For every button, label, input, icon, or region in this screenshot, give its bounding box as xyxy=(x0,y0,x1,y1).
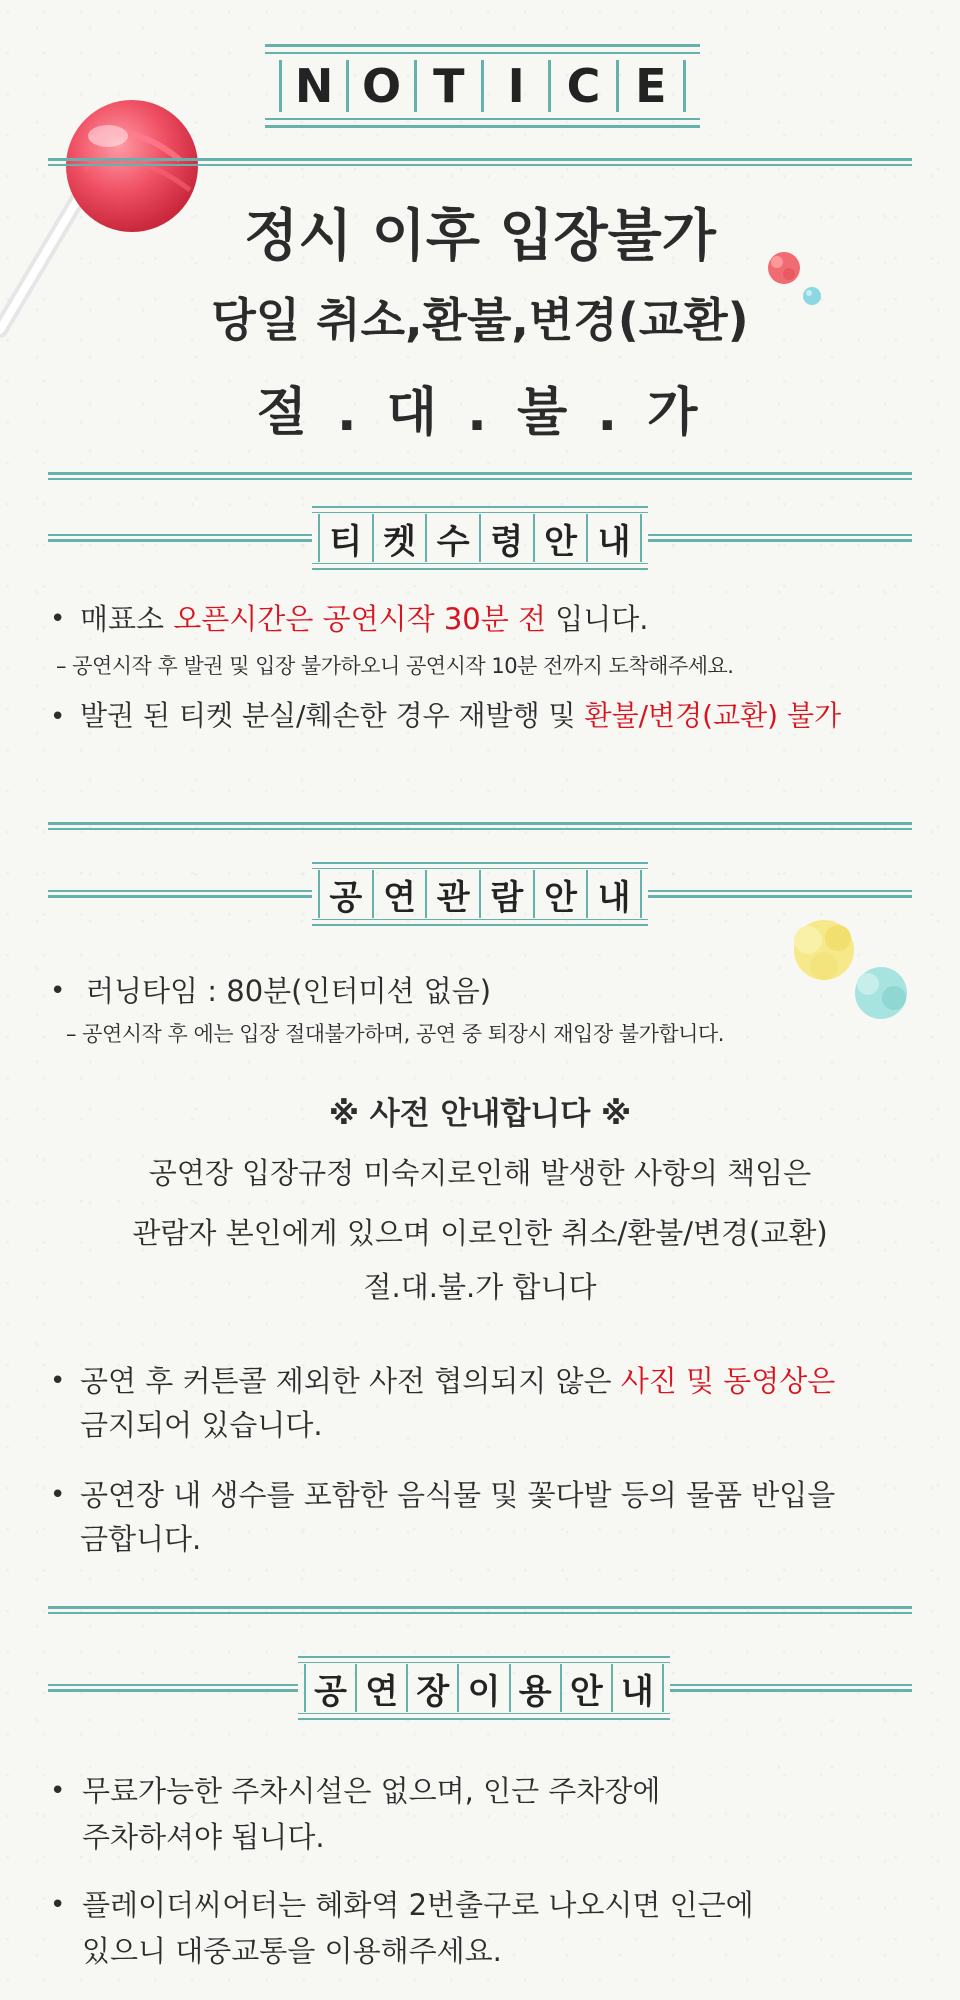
section-title-viewing xyxy=(48,862,912,926)
section-title-char: 공 xyxy=(304,1664,355,1712)
section-title-char: 이 xyxy=(457,1664,508,1712)
notice-letter: C xyxy=(548,60,615,112)
notice-letter: E xyxy=(616,60,686,112)
section-title-char: 연 xyxy=(355,1664,406,1712)
section-title-char: 내 xyxy=(586,514,642,562)
viewing-item-2-highlight-cont: 금지되어 있습니다. xyxy=(80,1408,323,1442)
venue-item-1-line-2: 주차하셔야 됩니다. xyxy=(82,1820,325,1854)
notice-letter: N xyxy=(279,60,346,112)
bullet: • xyxy=(50,604,66,634)
bullet: • xyxy=(50,976,66,1006)
section-title-ticket xyxy=(48,506,912,570)
section-title-char: 켓 xyxy=(372,514,426,562)
divider xyxy=(48,472,912,482)
bullet: • xyxy=(50,702,66,732)
venue-item-2-line-2: 있으니 대중교통을 이용해주세요. xyxy=(82,1934,502,1968)
section-title-char: 안 xyxy=(533,870,587,918)
bullet: • xyxy=(50,1366,66,1396)
headline-line-2: 당일 취소,환불,변경(교환) xyxy=(211,293,749,347)
section-title-char: 내 xyxy=(611,1664,664,1712)
section-title-char: 람 xyxy=(479,870,533,918)
advance-notice-title: ※ 사전 안내합니다 ※ xyxy=(328,1096,632,1132)
viewing-item-3-line-1: 공연장 내 생수를 포함한 음식물 및 꽃다발 등의 물품 반입을 xyxy=(80,1478,836,1512)
divider xyxy=(48,1606,912,1616)
headline-line-1: 정시 이후 입장불가 xyxy=(244,204,716,269)
advance-notice-line-2: 관람자 본인에게 있으며 이로인한 취소/환불/변경(교환) xyxy=(132,1216,828,1250)
section-title-char: 연 xyxy=(372,870,426,918)
headline-line-3: 절 . 대 . 불 . 가 xyxy=(256,383,704,443)
advance-notice-line-3: 절.대.불.가 합니다 xyxy=(363,1270,597,1304)
section-title-char: 안 xyxy=(560,1664,611,1712)
section-title-char: 장 xyxy=(406,1664,457,1712)
section-title-venue xyxy=(48,1656,912,1720)
viewing-item-1-note: – 공연시작 후 에는 입장 절대불가하며, 공연 중 퇴장시 재입장 불가합니다. xyxy=(66,1022,724,1046)
bullet: • xyxy=(50,1480,66,1510)
section-title-char: 공 xyxy=(318,870,372,918)
section-title-char: 용 xyxy=(509,1664,560,1712)
viewing-item-2-highlight: 사진 및 동영상은 xyxy=(620,1364,836,1398)
section-title-char: 관 xyxy=(425,870,479,918)
ticket-item-2: 발권 된 티켓 분실/훼손한 경우 재발행 및 환불/변경(교환) 불가 xyxy=(80,699,842,732)
ticket-item-2-highlight: 환불/변경(교환) 불가 xyxy=(584,699,842,732)
venue-item-2-line-1: 플레이더씨어터는 혜화역 2번출구로 나오시면 인근에 xyxy=(82,1888,754,1922)
divider xyxy=(48,822,912,832)
advance-notice-line-1: 공연장 입장규정 미숙지로인해 발생한 사항의 책임은 xyxy=(148,1156,812,1190)
bullet: • xyxy=(50,1776,66,1806)
section-title-char: 령 xyxy=(479,514,533,562)
bullet: • xyxy=(50,1890,66,1920)
ticket-item-1: 매표소 오픈시간은 공연시작 30분 전 입니다. xyxy=(80,602,649,636)
ticket-item-1-highlight: 오픈시간은 공연시작 30분 전 xyxy=(173,602,546,636)
venue-item-1-line-1: 무료가능한 주차시설은 없으며, 인근 주차장에 xyxy=(82,1774,661,1808)
section-title-char: 티 xyxy=(318,514,372,562)
divider xyxy=(48,158,912,168)
notice-letter: I xyxy=(481,60,548,112)
notice-letter: O xyxy=(346,60,413,112)
notice-banner xyxy=(265,44,700,128)
section-title-char: 내 xyxy=(586,870,642,918)
viewing-item-3-line-2: 금합니다. xyxy=(80,1522,202,1556)
section-title-char: 수 xyxy=(425,514,479,562)
section-title-char: 안 xyxy=(533,514,587,562)
ticket-item-1-note: – 공연시작 후 발권 및 입장 불가하오니 공연시작 10분 전까지 도착해주세요. xyxy=(56,654,734,678)
viewing-item-2: 공연 후 커튼콜 제외한 사전 협의되지 않은 사진 및 동영상은 xyxy=(80,1364,836,1398)
viewing-item-1: 러닝타임 : 80분(인터미션 없음) xyxy=(86,974,492,1008)
mint-cotton-candy-icon xyxy=(846,958,916,1028)
notice-letter: T xyxy=(414,60,481,112)
